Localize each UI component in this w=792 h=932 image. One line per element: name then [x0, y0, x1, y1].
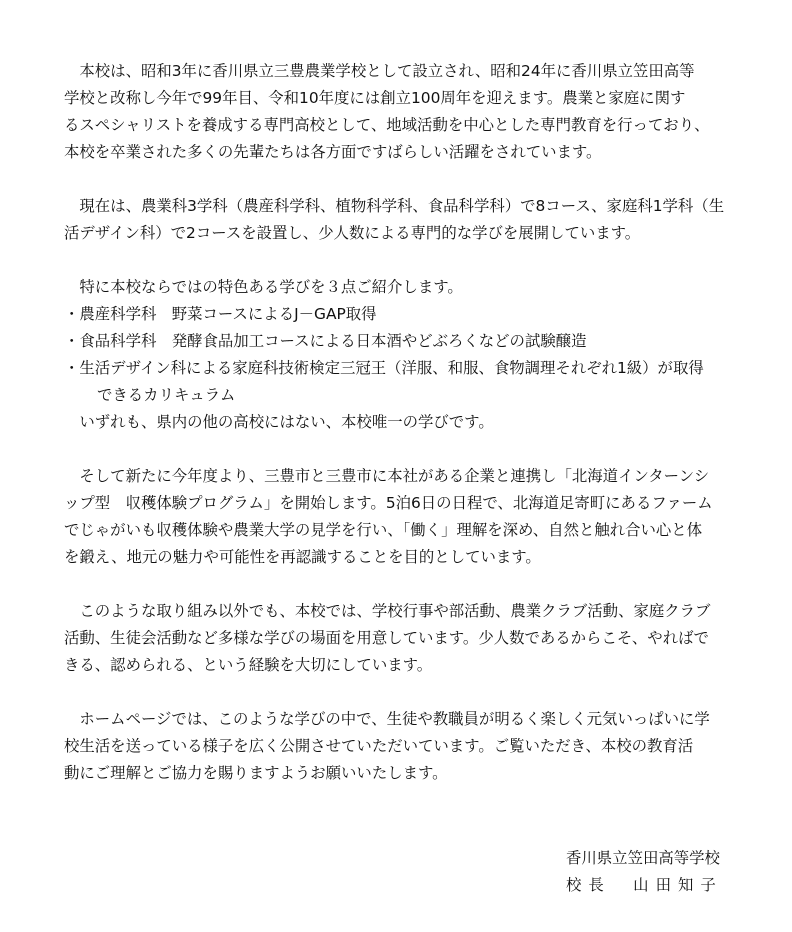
activities-line-2: 活動、生徒会活動など多様な学びの場面を用意しています。少人数であるからこそ、やればで — [64, 629, 709, 647]
paragraph-gap — [64, 679, 754, 706]
internship-line-2: ップ型 収穫体験プログラム」を開始します。5泊6日の日程で、北海道足寄町にあるファーム — [64, 494, 713, 512]
features-item-2: ・食品科学科 発酵食品加工コースによる日本酒やどぶろくなどの試験醸造 — [64, 332, 587, 350]
paragraph-departments — [64, 193, 754, 247]
activities-line-1: このような取り組み以外でも、本校では、学校行事や部活動、農業クラブ活動、家庭クラブ — [64, 602, 711, 620]
message-body — [64, 58, 754, 787]
principal-title-name: 校長 山田知子 — [566, 876, 723, 894]
history-line-2: 学校と改称し今年で99年目、令和10年度には創立100周年を迎えます。農業と家庭に関す — [64, 89, 686, 107]
features-summary: いずれも、県内の他の高校にはない、本校唯一の学びです。 — [64, 413, 494, 431]
school-name: 香川県立笠田高等学校 — [566, 849, 720, 867]
paragraph-gap — [64, 436, 754, 463]
paragraph-homepage — [64, 706, 754, 787]
features-item-3: ・生活デザイン科による家庭科技術検定三冠王（洋服、和服、食物調理それぞれ1級）が取得 — [64, 359, 704, 377]
history-line-3: るスペシャリストを養成する専門高校として、地域活動を中心とした専門教育を行っており、 — [64, 116, 710, 134]
internship-line-1: そして新たに今年度より、三豊市と三豊市に本社がある企業と連携し「北海道インターンシ — [64, 467, 710, 485]
homepage-line-2: 校生活を送っている様子を広く公開させていただいています。ご覧いただき、本校の教育活 — [64, 737, 694, 755]
features-item-3-continued: できるカリキュラム — [97, 386, 236, 404]
activities-line-3: きる、認められる、という経験を大切にしています。 — [64, 656, 433, 674]
paragraph-features — [64, 274, 754, 436]
homepage-line-1: ホームページでは、このような学びの中で、生徒や教職員が明るく楽しく元気いっぱいに学 — [64, 710, 710, 728]
features-intro: 特に本校ならではの特色ある学びを３点ご紹介します。 — [64, 278, 463, 296]
paragraph-gap — [64, 571, 754, 598]
history-line-1: 本校は、昭和3年に香川県立三豊農業学校として設立され、昭和24年に香川県立笠田高等 — [64, 62, 695, 80]
paragraph-internship — [64, 463, 754, 571]
paragraph-activities — [64, 598, 754, 679]
paragraph-gap — [64, 166, 754, 193]
signature-block — [566, 845, 766, 899]
departments-line-2: 活デザイン科）で2コースを設置し、少人数による専門的な学びを展開しています。 — [64, 224, 641, 242]
history-line-4: 本校を卒業された多くの先輩たちは各方面ですばらしい活躍をされています。 — [64, 143, 602, 161]
features-item-1: ・農産科学科 野菜コースによるJ－GAP取得 — [64, 305, 377, 323]
paragraph-history — [64, 58, 754, 166]
internship-line-3: でじゃがいも収穫体験や農業大学の見学を行い、「働く」理解を深め、自然と触れ合い心と体 — [64, 521, 703, 539]
departments-line-1: 現在は、農業科3学科（農産科学科、植物科学科、食品科学科）で8コース、家庭科1学科（生 — [64, 197, 725, 215]
homepage-line-3: 動にご理解とご協力を賜りますようお願いいたします。 — [64, 764, 448, 782]
internship-line-4: を鍛え、地元の魅力や可能性を再認識することを目的としています。 — [64, 548, 541, 566]
paragraph-gap — [64, 247, 754, 274]
